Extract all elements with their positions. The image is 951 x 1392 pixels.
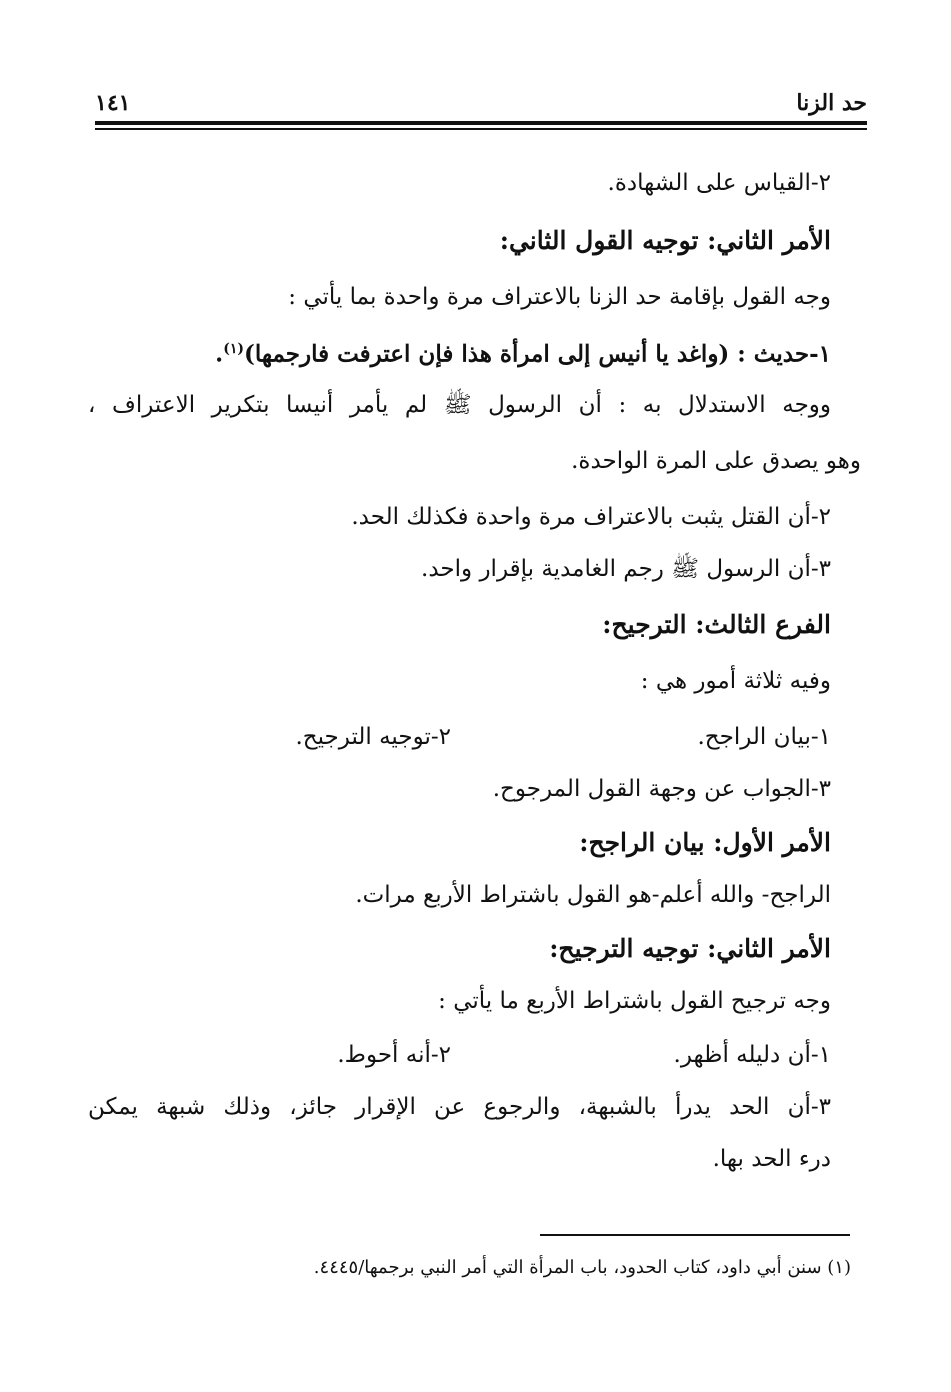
- text-line: ٣-أن الحد يدرأ بالشبهة، والرجوع عن الإقرار جائز، وذلك شبهة يمكن: [88, 1094, 831, 1120]
- text-line: وفيه ثلاثة أمور هي :: [640, 668, 831, 694]
- text-line: ٢-القياس على الشهادة.: [607, 170, 831, 196]
- section-heading: الفرع الثالث: الترجيح:: [602, 610, 831, 639]
- footnote: (١) سنن أبي داود، كتاب الحدود، باب المرأة التي أمر النبي برجمها/٤٤٤٥.: [313, 1257, 851, 1278]
- list-item: ٢-توجيه الترجيح.: [295, 724, 451, 750]
- section-heading: الأمر الأول: بيان الراجح:: [579, 828, 831, 857]
- two-column-list: [271, 1038, 831, 1072]
- text-line: وهو يصدق على المرة الواحدة.: [571, 448, 861, 474]
- running-header: [95, 86, 867, 118]
- chapter-title: حد الزنا: [796, 90, 867, 116]
- text-line: ٢-أن القتل يثبت بالاعتراف مرة واحدة فكذلك الحد.: [351, 504, 831, 530]
- text-line: درء الحد بها.: [712, 1146, 831, 1172]
- page-number: ١٤١: [95, 90, 131, 116]
- header-rule-thick: [95, 121, 867, 125]
- text-line: الراجح- والله أعلم-هو القول باشتراط الأربع مرات.: [355, 882, 831, 908]
- text-line: وجه القول بإقامة حد الزنا بالاعتراف مرة واحدة بما يأتي :: [288, 284, 831, 310]
- text-line: ٣-الجواب عن وجهة القول المرجوح.: [492, 776, 831, 802]
- hadith-text: ١-حديث : (واغد يا أنيس إلى امرأة هذا فإن اعترفت فارجمها): [243, 340, 831, 368]
- list-item: ١-أن دليله أظهر.: [673, 1042, 831, 1068]
- text-line: ٣-أن الرسول ﷺ رجم الغامدية بإقرار واحد.: [421, 556, 831, 582]
- list-item: ١-بيان الراجح.: [697, 724, 831, 750]
- footnote-separator: [540, 1234, 850, 1236]
- section-heading: الأمر الثاني: توجيه الترجيح:: [549, 934, 831, 963]
- hadith-line: [215, 332, 831, 372]
- list-item: ٢-أنه أحوط.: [337, 1042, 451, 1068]
- text-line: وجه ترجيح القول باشتراط الأربع ما يأتي :: [438, 988, 831, 1014]
- section-heading: الأمر الثاني: توجيه القول الثاني:: [499, 226, 831, 255]
- footnote-ref: (١): [223, 341, 244, 357]
- text-line: ووجه الاستدلال به : أن الرسول ﷺ لم يأمر أنيسا بتكرير الاعتراف ،: [88, 392, 831, 418]
- period: .: [215, 340, 224, 368]
- header-rule-thin: [95, 128, 867, 130]
- two-column-list: [271, 720, 831, 754]
